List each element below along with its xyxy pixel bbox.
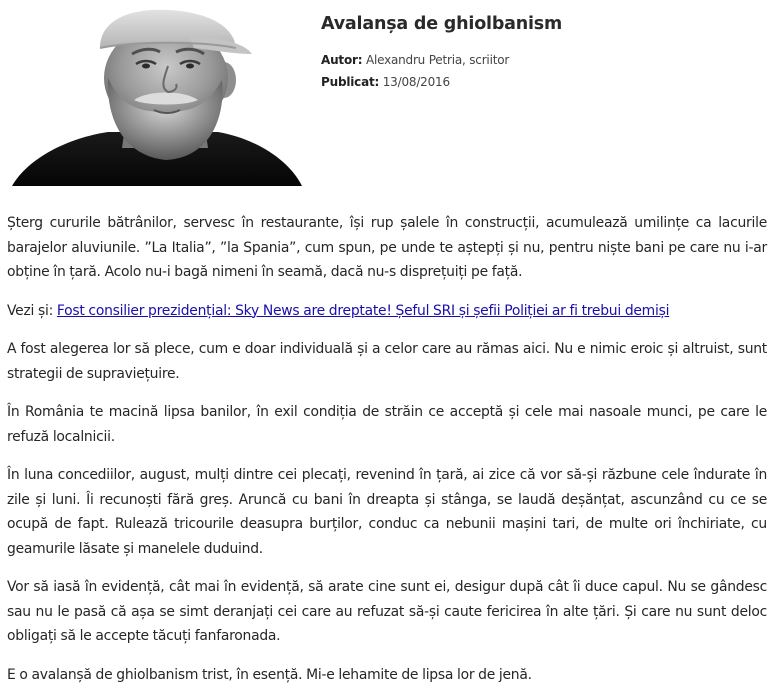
article-title: Avalanșa de ghiolbanism [321, 14, 563, 34]
article-header [0, 0, 782, 190]
article-paragraph: E o avalanșă de ghiolbanism trist, în esență. Mi-e lehamite de lipsa lor de jenă. [7, 666, 532, 683]
see-also-label: Vezi și: [7, 302, 57, 319]
article-meta [321, 12, 771, 93]
author-label: Autor: [321, 53, 363, 67]
see-also-link[interactable]: Fost consilier prezidențial: Sky News are dreptate! Șeful SRI și șefii Poliției ar fi trebui demiși [56, 302, 670, 319]
author-name: Alexandru Petria, scriitor [365, 53, 510, 67]
author-line [321, 49, 771, 71]
author-photo [8, 8, 304, 186]
article-body [7, 211, 767, 687]
author-portrait-icon [8, 8, 304, 186]
article-paragraph: Șterg cururile bătrânilor, servesc în restaurante, își rup șalele în construcții, acumulează umilințe ca lacurile barajelor aluviunile. ”La Italia”, ”la Spania”, cum spun, pe unde te aștepți și nu, pentru niște bani pe care nu i-ar obține în țară. Acolo nu-i bagă nimeni în seamă, dacă nu-s disprețuiți pe față. [7, 215, 767, 280]
published-label: Publicat: [321, 75, 380, 89]
see-also-line [7, 299, 767, 324]
article-paragraph: A fost alegerea lor să plece, cum e doar individuală și a celor care au rămas aici. Nu e nimic eroic și altruist, sunt strategii de supraviețuire. [7, 341, 767, 382]
article-paragraph: În luna concediilor, august, mulți dintre cei plecați, revenind în țară, ai zice că vor să-și răzbune cele îndurate în zile și luni. Îi recunoști fără greș. Aruncă cu bani în dreapta și stânga, se laudă deșănțat, ascunzând cu ce se ocupă de fapt. Rulează tricourile deasupra burților, conduc ca nebunii mașini tari, de multe ori închiriate, cu geamurile lăsate și manelele duduind. [7, 467, 767, 557]
article-paragraph: Vor să iasă în evidență, cât mai în evidență, să arate cine sunt ei, desigur după cât îi duce capul. Nu se gândesc sau nu le pasă că așa se simt deranjați cei care au refuzat să-și caute fericirea în alte țări. Și care nu sunt deloc obligați să le accepte tăcuți fanfaronada. [7, 579, 767, 644]
published-date: 13/08/2016 [382, 75, 450, 89]
published-line [321, 71, 771, 93]
article-paragraph: În România te macină lipsa banilor, în exil condiția de străin ce acceptă și cele mai nasoale munci, pe care le refuză localnicii. [7, 404, 767, 445]
